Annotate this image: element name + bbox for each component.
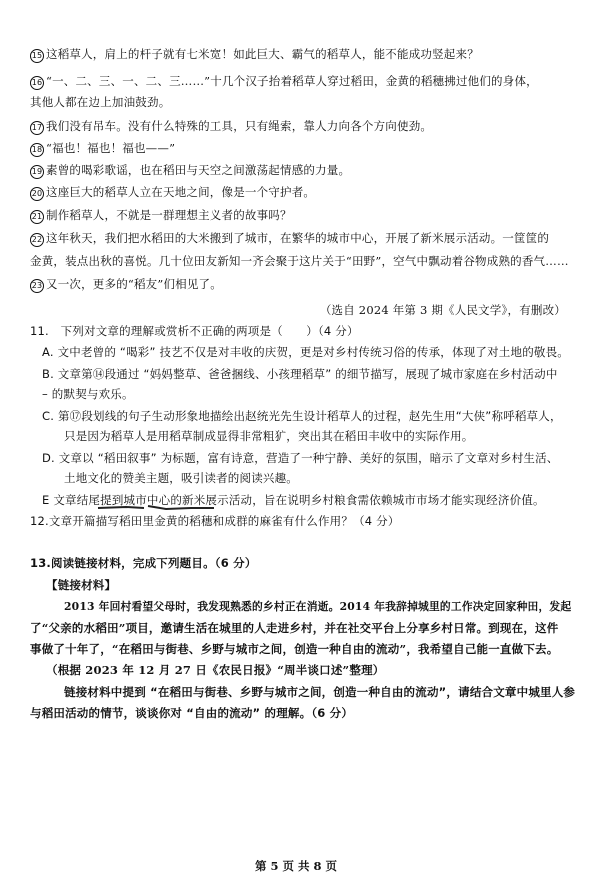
link-material-label: 【链接材料】 — [46, 578, 117, 592]
source-note: （选自 2024 年第 3 期《人民文学》，有删改） — [319, 303, 566, 317]
question-13-prompt-1: 链接材料中提到 “在稻田与街巷、乡野与城市之间，创造一种自由的流动”，请结合文章中城里人参 — [64, 685, 576, 699]
link-material-line-3: 事做了十年了，“在稻田与街巷、乡野与城市之间，创造一种自由的流动”，我希望自己能一直做下去。 — [30, 642, 559, 656]
link-material-citation: （根据 2023 年 12 月 27 日《农民日报》“周半谈口述”整理） — [46, 663, 385, 677]
paragraph-text: 这年秋天，我们把水稻田的大米搬到了城市，在繁华的城市中心，开展了新米展示活动。一筐筐的 — [46, 231, 550, 245]
question-11-option-d-cont: 土地文化的赞美主题，吸引读者的阅读兴趣。 — [64, 471, 298, 485]
paragraph-text: 制作稻草人，不就是一群理想主义者的故事吗？ — [46, 208, 292, 222]
paragraph-18 — [30, 140, 175, 157]
paragraph-20 — [30, 184, 315, 201]
question-11-option-d: D. 文章以 “稻田叙事” 为标题，富有诗意，营造了一种宁静、美好的氛围，暗示了文章对乡村生活、 — [42, 451, 559, 465]
paragraph-number: 15 — [30, 49, 44, 63]
question-11-option-e: E 文章结尾提到城市中心的新米展示活动，旨在说明乡村粮食需依赖城市市场才能实现经济价值。 — [42, 493, 545, 507]
question-13-prompt-2: 与稻田活动的情节，谈谈你对 “自由的流动” 的理解。（6 分） — [30, 706, 354, 720]
paragraph-number: 22 — [30, 233, 44, 247]
question-12-stem: 12.文章开篇描写稻田里金黄的稻穗和成群的麻雀有什么作用？（4 分） — [30, 514, 400, 528]
paragraph-text: 这稻草人，肩上的杆子就有七米宽！如此巨大、霸气的稻草人，能不能成功竖起来？ — [46, 47, 479, 61]
paragraph-23 — [30, 276, 222, 293]
question-11-option-c: C. 第⑰段划线的句子生动形象地描绘出赵统光先生设计稻草人的过程，赵先生用“大侠”称呼稻草人， — [42, 409, 562, 423]
paragraph-number: 19 — [30, 165, 44, 179]
question-11-stem: 11. 下列对文章的理解或赏析不正确的两项是（ ）（4 分） — [30, 324, 359, 338]
paragraph-17 — [30, 118, 432, 135]
paragraph-text: 这座巨大的稻草人立在天地之间，像是一个守护者。 — [46, 185, 316, 199]
link-material-line-1: 2013 年回村看望父母时，我发现熟悉的乡村正在消逝。2014 年我辞掉城里的工作决定回家种田，发起 — [64, 600, 572, 613]
paragraph-text: “一、二、三、一、二、三……”十几个汉子抬着稻草人穿过稻田，金黄的稻穗拂过他们的身体， — [46, 74, 538, 88]
paragraph-21 — [30, 207, 292, 224]
paragraph-16-cont — [30, 94, 170, 110]
paragraph-22 — [30, 230, 549, 247]
paragraph-22-cont — [30, 253, 569, 269]
question-11-option-a: A. 文中老曾的 “喝彩” 技艺不仅是对丰收的庆贺，更是对乡村传统习俗的传承，体现了对土地的敬畏。 — [42, 345, 569, 359]
question-11-option-b: B. 文章第⑭段通过 “妈妈整草、爸爸捆线、小孩理稻草” 的细节描写，展现了城市家庭在乡村活动中 — [42, 367, 558, 381]
paragraph-text: 金黄，装点出秋的喜悦。几十位田友新知一齐会聚于这片关于“田野”，空气中飘动着谷物成熟的香气…… — [30, 254, 569, 268]
paragraph-text: 素曾的喝彩歌谣，也在稻田与天空之间激荡起情感的力量。 — [46, 163, 351, 177]
paragraph-text: 又一次，更多的“稻友”们相见了。 — [46, 277, 222, 291]
paragraph-text: “福也！福也！福也——” — [46, 141, 176, 155]
paragraph-text: 其他人都在边上加油鼓劲。 — [30, 95, 171, 109]
link-material-line-2: 了“父亲的水稻田”项目，邀请生活在城里的人走进乡村，并在社交平台上分享乡村日常。到现在，这件 — [30, 621, 559, 635]
question-11-option-c-cont: 只是因为稻草人是用稻草制成显得非常粗犷，突出其在稻田丰收中的实际作用。 — [64, 429, 474, 443]
question-13-stem: 13.阅读链接材料，完成下列题目。（6 分） — [30, 556, 257, 570]
paragraph-15 — [30, 46, 479, 63]
paragraph-16 — [30, 73, 538, 90]
paragraph-19 — [30, 162, 350, 179]
paragraph-number: 17 — [30, 121, 44, 135]
paragraph-text: 我们没有吊车。没有什么特殊的工具，只有绳索，靠人力向各个方向使劲。 — [46, 119, 433, 133]
handwritten-scribble — [96, 502, 216, 514]
paragraph-number: 21 — [30, 210, 44, 224]
paragraph-number: 23 — [30, 279, 44, 293]
paragraph-number: 18 — [30, 143, 44, 157]
page-footer: 第 5 页 共 8 页 — [254, 859, 338, 873]
paragraph-number: 20 — [30, 187, 44, 201]
paragraph-number: 16 — [30, 76, 44, 90]
question-11-option-b-cont: – 的默契与欢乐。 — [42, 387, 134, 401]
